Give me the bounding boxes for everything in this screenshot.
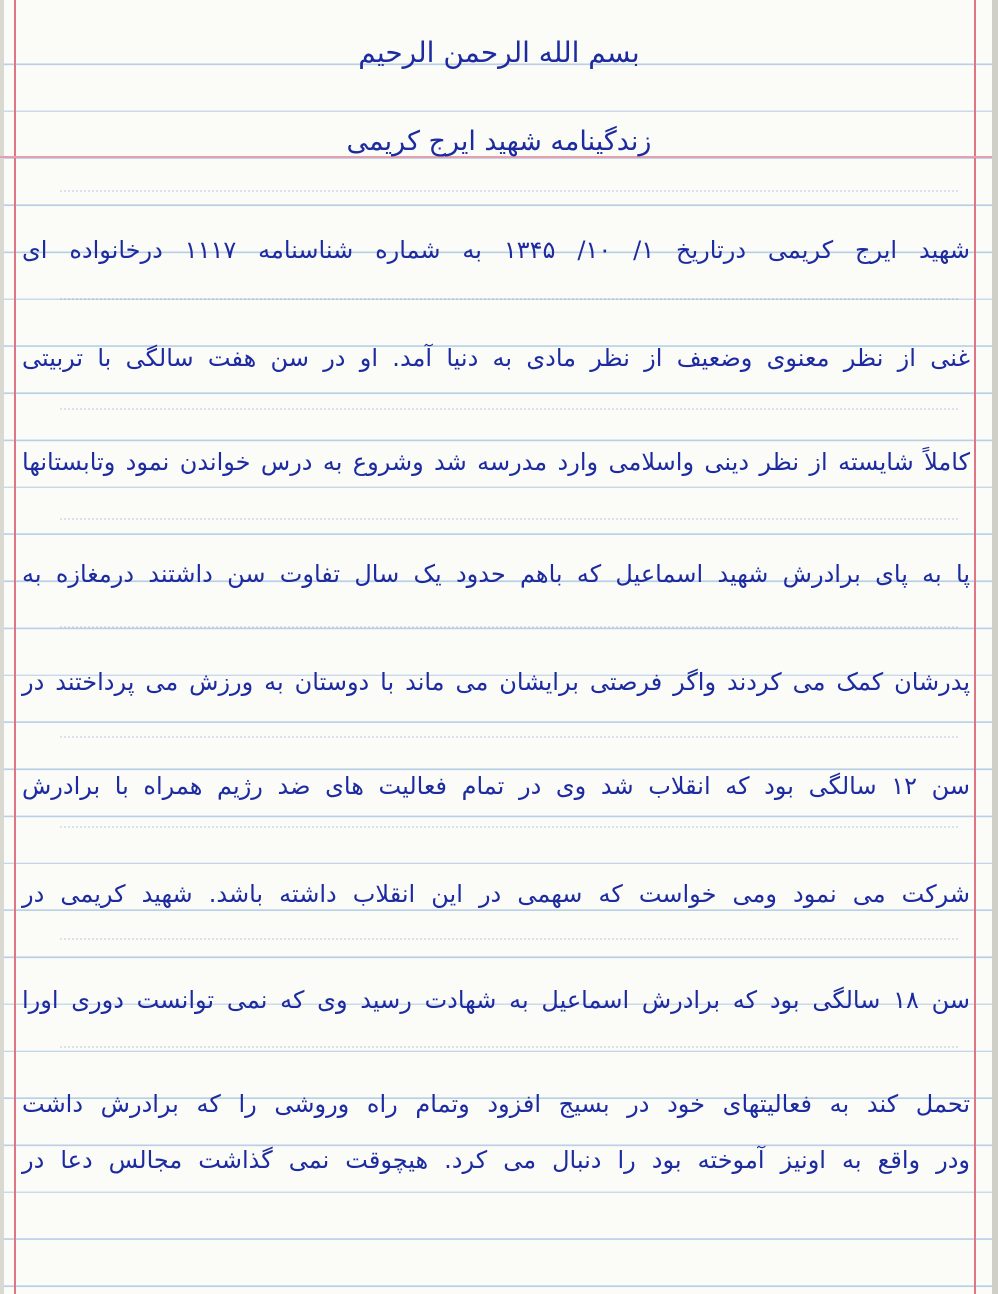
text-line-5: پدرشان کمک می کردند واگر فرصتی برایشان می ماند با دوستان به ورزش می پرداختند در [22, 668, 970, 696]
biography-title: زندگینامه شهید ایرج کریمی [346, 126, 652, 157]
text-line-2: غنی از نظر معنوی وضعیف از نظر مادی به دنیا آمد. او در سن هفت سالگی با تربیتی [22, 344, 970, 372]
text-line-7: شرکت می نمود ومی خواست که سهمی در این انقلاب داشته باشد. شهید کریمی در [22, 880, 970, 908]
left-margin-line [14, 0, 16, 1294]
text-line-1: شهید ایرج کریمی درتاریخ ۱/ ۱۰/ ۱۳۴۵ به شماره شناسنامه ۱۱۱۷ درخانواده ای [22, 236, 970, 264]
text-line-4: پا به پای برادرش شهید اسماعیل که باهم حدود یک سال تفاوت سن داشتند درمغازه به [22, 560, 970, 588]
text-line-10: ودر واقع به اونیز آموخته بود را دنبال می کرد. هیچوقت نمی گذاشت مجالس دعا در [22, 1146, 970, 1174]
bismillah-heading: بسم الله الرحمن الرحیم [358, 36, 640, 69]
text-line-9: تحمل کند به فعالیتهای خود در بسیج افزود وتمام راه وروشی را که برادرش داشت [22, 1090, 970, 1118]
right-margin-line [974, 0, 976, 1294]
text-line-6: سن ۱۲ سالگی بود که انقلاب شد وی در تمام فعالیت های ضد رژیم همراه با برادرش [22, 772, 970, 800]
text-line-8: سن ۱۸ سالگی بود که برادرش اسماعیل به شهادت رسید وی که نمی توانست دوری اورا [22, 986, 970, 1014]
text-line-3: کاملاً شایسته از نظر دینی واسلامی وارد مدرسه شد وشروع به درس خواندن نمود وتابستانها [22, 448, 970, 476]
